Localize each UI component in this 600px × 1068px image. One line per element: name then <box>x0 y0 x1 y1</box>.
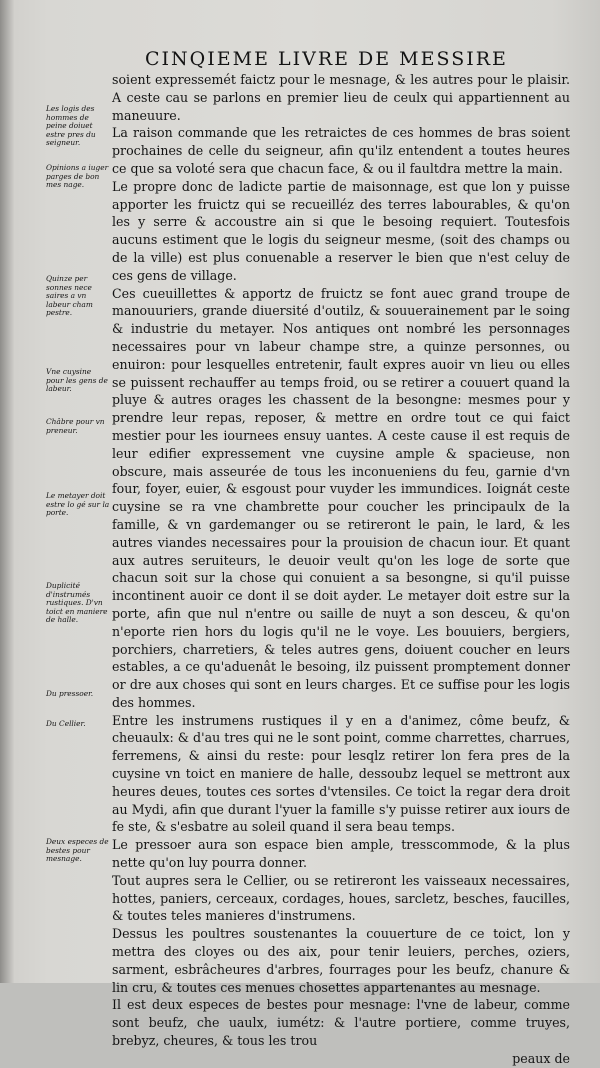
margin-note: Vne cuysine pour les gens de labeur. <box>46 367 108 394</box>
margin-note: Du Cellier. <box>46 719 86 728</box>
catchword: peaux de <box>512 1050 570 1066</box>
margin-note: Du pressoer. <box>46 689 94 698</box>
paragraph: La raison commande que les retraictes de ces hommes de bras soient prochaines de celle du seigneur, afin qu'ilz entendent a toutes heures ce que sa voloté sera que chacun face, & ou il faultdra mettre la main. <box>112 125 570 176</box>
paragraph: Le pressoer aura son espace bien ample, tresscommode, & la plus nette qu'on luy pourra donner. <box>112 837 570 871</box>
margin-note: Opinions a iuger parges de bon mes nage. <box>46 163 109 190</box>
paragraph: Le propre donc de ladicte partie de maisonnage, est que lon y puisse apporter les fruictz qui se recueilléz des terres labourables, & qu'on les y serre & accoustre ain si que le besoing requiert. Toutesfois aucuns estiment que le logis du seigneur mesme, (soit des champs ou de la ville) est plus conuenable a reserver le bien que n'est celuy de ces gens de village. <box>112 178 570 283</box>
margin-note: Quinze per sonnes nece saires a vn labeur cham pestre. <box>46 274 93 318</box>
paragraph: Dessus les poultres soustenantes la couuerture de ce toict, lon y mettra des cloyes ou des aix, pour tenir leuiers, perches, oziers, sarment, esbrâcheures d'arbres, fourrages pour les beufz, chanure & lin cru, & toutes ces menues chosettes appartenantes au mesnage. <box>112 926 570 995</box>
paragraph: Entre les instrumens rustiques il y en a d'animez, côme beufz, & cheuaulx: & d'au tres qui ne le sont point, comme charrettes, charrues, ferremens, & ainsi du reste: pour lesqlz retirer lon fera pres de la cuysine vn toict en maniere de halle, dessoubz lequel se mettront aux heures deues, toutes ces sortes d'vtensiles. Ce toict la regar dera droit au Mydi, afin que durant l'yuer la famille s'y puisse retirer aux iours de fe ste, & s'esbatre au soleil quand il sera beau temps. <box>112 712 570 835</box>
margin-note: Deux especes de bestes pour mesnage. <box>46 837 109 864</box>
paragraph: Il est deux especes de bestes pour mesnage: l'vne de labeur, comme sont beufz, che uaulx, iumétz: & l'autre portiere, comme truyes, brebyz, cheures, & tous les trou <box>112 997 570 1049</box>
paragraph: soient expressemét faictz pour le mesnage, & les autres pour le plaisir. A ceste cau se parlons en premier lieu de ceulx qui appartiennent au maneuure. <box>112 72 570 123</box>
paragraph: Tout aupres sera le Cellier, ou se retireront les vaisseaux necessaires, hottes, paniers, cerceaux, cordages, houes, sarcletz, besches, faucilles, & toutes teles manieres d'instrumens. <box>112 872 570 924</box>
paragraph: Ces cueuillettes & apportz de fruictz se font auec grand troupe de manouuriers, grande diuersité d'outilz, & souuerainement par le soing & industrie du metayer. Nos antiques ont nombré les personnages necessaires pour vn labeur champe stre, a quinze personnes, ou enuiron: pour lesquelles entretenir, fault expres auoir vn lieu ou elles se puissent rechauffer au temps froid, ou se retirer a couuert quand la pluye & autres orages les chassent de la besongne: mesmes pour y prendre leur repas, reposer, & mettre en ordre tout ce qui faict mestier pour les iournees ensuy uantes. A ceste cause il est requis de leur edifier expressement vne cuysine ample & spacieuse, non obscure, mais asseurée de tous les inconueniens du feu, garnie d'vn four, foyer, euier, & esgoust pour vuyder les immundices. Ioignát ceste cuysine se ra vne chambrette pour coucher les principaulx de la famille, & vn gardemanger ou se retireront le pain, le lard, & les autres viandes necessaires pour la prouision de chacun iour. Et quant aux autres seruiteurs, le deuoir veult qu'on les loge de sorte que chacun soit sur la chose qui conuient a sa besongne, si qu'il puisse incontinent auoir ce dont il se doit ayder. Le metayer doit estre sur la porte, afin que nul n'entre ou saille de nuyt a son desceu, & qu'on n'eporte rien hors du logis qu'il ne le voye. Les bouuiers, bergiers, porchiers, charretiers, & teles autres gens, doiuent coucher en leurs estables, a ce qu'aduenât le besoing, ilz puissent promptement donner or dre aux choses qui sont en leurs charges. Et ce suffise pour les logis des hommes. <box>112 285 570 710</box>
margin-note: Duplicité d'instrumés rustiques. D'vn toict en maniere de halle. <box>46 581 108 625</box>
margin-note: Châbre pour vn preneur. <box>46 417 105 435</box>
main-text <box>112 71 570 1068</box>
running-header: CINQIEME LIVRE DE MESSIRE <box>145 48 508 70</box>
margin-note: Le metayer doit estre lo gé sur la porte. <box>46 491 110 518</box>
margin-note: Les logis des hommes de peine doiuet estre pres du seigneur. <box>46 104 96 148</box>
page-gutter-shadow <box>0 0 14 983</box>
